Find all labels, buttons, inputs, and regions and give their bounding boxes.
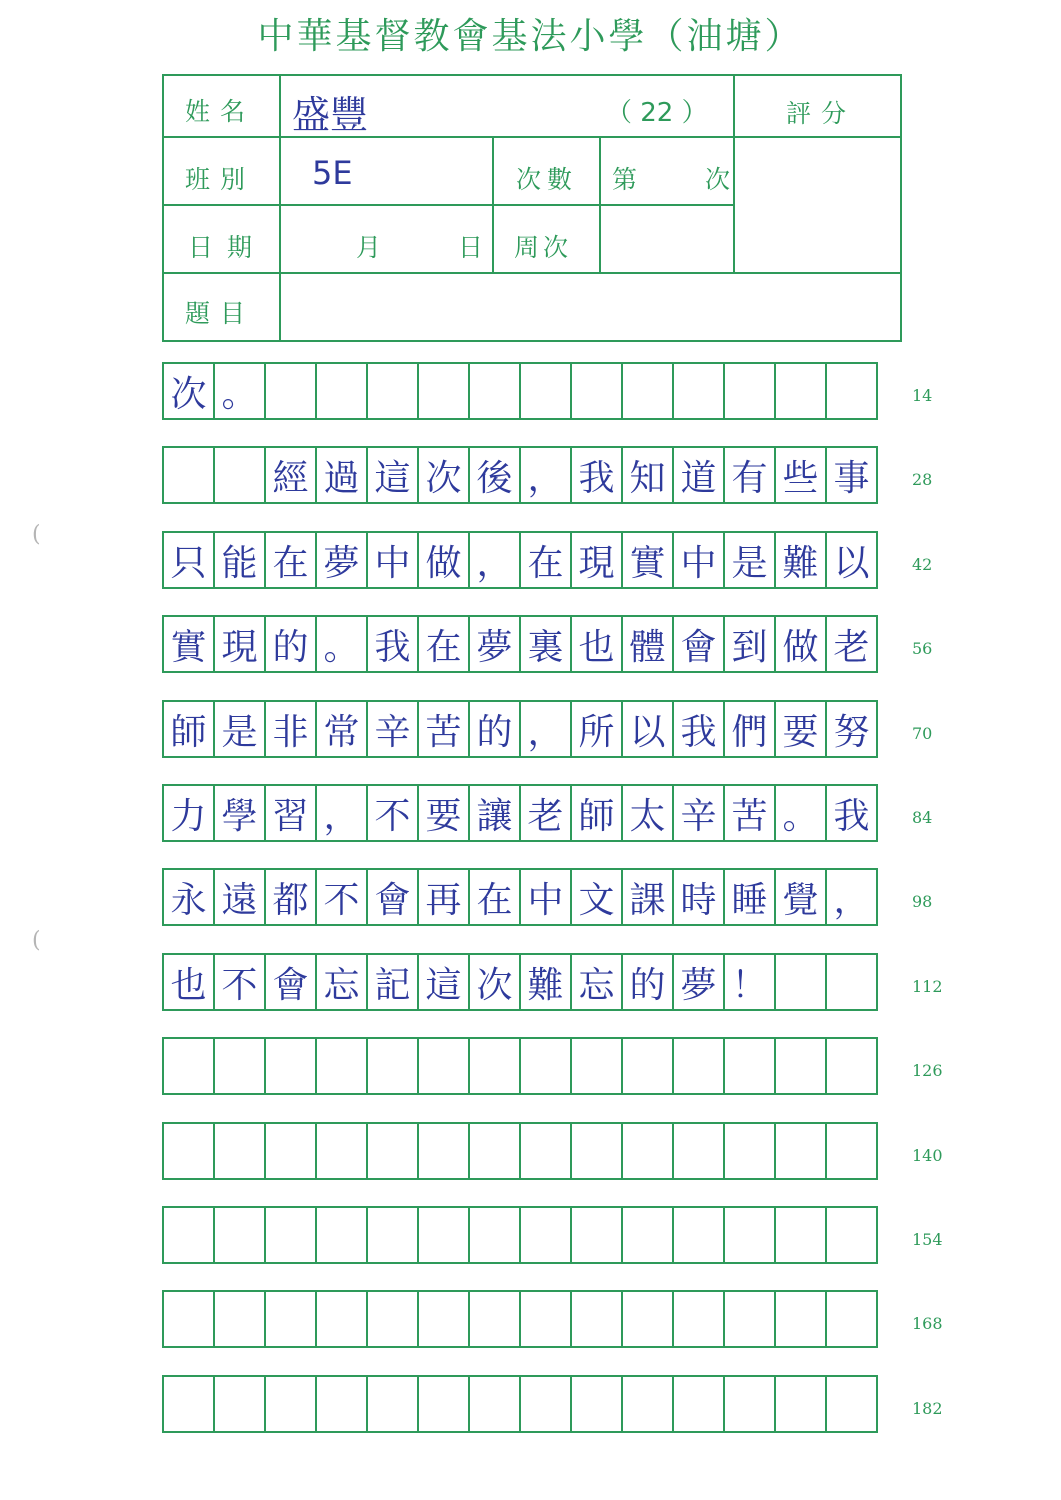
grid-row <box>162 953 878 1011</box>
grid-cell: 我 <box>570 446 623 504</box>
grid-cell: 些 <box>774 446 827 504</box>
class-value: 5E <box>312 154 353 192</box>
grid-row <box>162 868 878 926</box>
grid-cell <box>162 1290 215 1348</box>
grid-cell: 的 <box>621 953 674 1011</box>
grid-row <box>162 531 878 589</box>
grid-cell <box>468 1122 521 1180</box>
grid-row <box>162 362 878 420</box>
grid-cell: 是 <box>723 531 776 589</box>
grid-cell: 師 <box>570 784 623 842</box>
grid-cell: 次 <box>417 446 470 504</box>
grid-cell <box>672 1122 725 1180</box>
grid-cell: 裏 <box>519 615 572 673</box>
grid-cell <box>570 1206 623 1264</box>
grid-cell: 過 <box>315 446 368 504</box>
name-value: 盛豐 <box>292 93 369 137</box>
grid-cell <box>366 1290 419 1348</box>
grid-cell: 這 <box>417 953 470 1011</box>
grid-cell: 我 <box>825 784 878 842</box>
grid-cell <box>264 1375 317 1433</box>
grid-cell: 做 <box>774 615 827 673</box>
grid-cell <box>213 446 266 504</box>
grid-cell: 的 <box>468 700 521 758</box>
grid-cell <box>315 1122 368 1180</box>
grid-cell <box>723 1206 776 1264</box>
grid-cell: ， <box>315 784 368 842</box>
grid-cell: 經 <box>264 446 317 504</box>
grid-cell <box>570 1122 623 1180</box>
grid-cell <box>468 1290 521 1348</box>
grid-cell: 不 <box>315 868 368 926</box>
grid-row <box>162 1122 878 1180</box>
grid-cell: 。 <box>774 784 827 842</box>
grid-cell <box>723 1037 776 1095</box>
grid-cell <box>621 1375 674 1433</box>
grid-cell <box>774 1375 827 1433</box>
grid-cell: 只 <box>162 531 215 589</box>
grid-cell: ！ <box>723 953 776 1011</box>
grid-cell <box>519 1206 572 1264</box>
grid-cell: 辛 <box>672 784 725 842</box>
grid-cell <box>570 1375 623 1433</box>
row-char-count: 14 <box>912 386 933 405</box>
grid-cell <box>570 1037 623 1095</box>
grid-cell <box>774 1206 827 1264</box>
grid-cell: 也 <box>162 953 215 1011</box>
grid-cell <box>213 1375 266 1433</box>
grid-cell <box>417 1122 470 1180</box>
grid-cell <box>519 1037 572 1095</box>
row-char-count: 140 <box>912 1146 943 1165</box>
grid-cell: 中 <box>672 531 725 589</box>
grid-cell <box>825 1122 878 1180</box>
grid-cell: 道 <box>672 446 725 504</box>
grid-cell: 在 <box>519 531 572 589</box>
grid-cell: 能 <box>213 531 266 589</box>
grid-cell: 夢 <box>672 953 725 1011</box>
grid-cell: 太 <box>621 784 674 842</box>
grid-cell: 時 <box>672 868 725 926</box>
name-label: 姓名 <box>185 97 256 126</box>
grid-cell: 在 <box>264 531 317 589</box>
grid-cell <box>213 1122 266 1180</box>
grid-cell <box>774 953 827 1011</box>
row-char-count: 126 <box>912 1061 943 1080</box>
grid-cell <box>315 362 368 420</box>
grid-cell: ， <box>825 868 878 926</box>
grid-cell: 事 <box>825 446 878 504</box>
grid-cell: 也 <box>570 615 623 673</box>
grid-cell: 覺 <box>774 868 827 926</box>
grid-cell: 這 <box>366 446 419 504</box>
grid-cell <box>417 1037 470 1095</box>
grid-cell <box>519 1122 572 1180</box>
grid-cell <box>723 1375 776 1433</box>
grid-cell: 們 <box>723 700 776 758</box>
grid-cell: 老 <box>519 784 572 842</box>
grid-cell: 知 <box>621 446 674 504</box>
grid-cell <box>621 1290 674 1348</box>
grid-cell: ， <box>519 700 572 758</box>
grid-cell: 次 <box>162 362 215 420</box>
grid-cell: 老 <box>825 615 878 673</box>
grid-row <box>162 1375 878 1433</box>
grid-cell: 要 <box>417 784 470 842</box>
grid-cell <box>672 1206 725 1264</box>
grid-cell <box>366 1206 419 1264</box>
grid-cell: 文 <box>570 868 623 926</box>
grid-cell: 讓 <box>468 784 521 842</box>
grid-cell <box>162 1375 215 1433</box>
grid-cell: 以 <box>621 700 674 758</box>
grid-cell <box>774 1037 827 1095</box>
row-char-count: 154 <box>912 1230 943 1249</box>
grid-cell <box>315 1375 368 1433</box>
grid-cell: 會 <box>264 953 317 1011</box>
grid-cell: 的 <box>264 615 317 673</box>
grid-cell: 次 <box>468 953 521 1011</box>
class-label: 班別 <box>185 165 256 194</box>
grid-cell <box>672 1290 725 1348</box>
grid-cell <box>162 446 215 504</box>
grid-cell: 夢 <box>315 531 368 589</box>
grid-cell: 常 <box>315 700 368 758</box>
grid-cell <box>774 1122 827 1180</box>
grid-cell: 有 <box>723 446 776 504</box>
grid-cell: 中 <box>519 868 572 926</box>
month-label: 月 <box>356 233 392 262</box>
grid-cell: 難 <box>519 953 572 1011</box>
grid-cell <box>672 362 725 420</box>
row-char-count: 168 <box>912 1314 943 1333</box>
grid-cell <box>825 1206 878 1264</box>
grid-cell <box>417 1290 470 1348</box>
grid-cell <box>213 1206 266 1264</box>
grid-cell <box>315 1037 368 1095</box>
grid-row <box>162 1037 878 1095</box>
grid-cell: 後 <box>468 446 521 504</box>
grid-cell: 非 <box>264 700 317 758</box>
grid-cell: 記 <box>366 953 419 1011</box>
grid-cell <box>468 1206 521 1264</box>
grid-cell <box>774 1290 827 1348</box>
grid-cell <box>417 362 470 420</box>
grid-cell <box>264 1122 317 1180</box>
grid-cell: 會 <box>672 615 725 673</box>
grid-cell <box>672 1375 725 1433</box>
grid-cell: 不 <box>213 953 266 1011</box>
grid-cell: 苦 <box>417 700 470 758</box>
grid-cell: 忘 <box>570 953 623 1011</box>
row-char-count: 84 <box>912 808 933 827</box>
margin-mark: ( <box>32 928 41 953</box>
grid-cell <box>162 1122 215 1180</box>
grid-cell <box>162 1206 215 1264</box>
grid-cell: 實 <box>621 531 674 589</box>
day-label: 日 <box>458 233 494 262</box>
grid-cell <box>621 1037 674 1095</box>
grid-cell <box>264 1037 317 1095</box>
grid-cell: 要 <box>774 700 827 758</box>
grid-cell: 學 <box>213 784 266 842</box>
grid-cell: 在 <box>417 615 470 673</box>
grid-cell <box>621 1206 674 1264</box>
grid-cell: 辛 <box>366 700 419 758</box>
grid-cell <box>213 1037 266 1095</box>
grid-cell: 所 <box>570 700 623 758</box>
grid-cell: 到 <box>723 615 776 673</box>
row-char-count: 42 <box>912 555 933 574</box>
grid-cell <box>468 1375 521 1433</box>
grid-cell: 力 <box>162 784 215 842</box>
grid-cell <box>315 1206 368 1264</box>
grid-cell <box>825 1037 878 1095</box>
row-char-count: 182 <box>912 1399 943 1418</box>
grid-cell: 。 <box>213 362 266 420</box>
grid-cell: 師 <box>162 700 215 758</box>
grid-cell: 。 <box>315 615 368 673</box>
grid-cell <box>723 362 776 420</box>
grid-cell <box>621 362 674 420</box>
grid-cell <box>570 1290 623 1348</box>
grid-cell: 我 <box>672 700 725 758</box>
grid-cell <box>723 1290 776 1348</box>
grid-row <box>162 1290 878 1348</box>
grid-cell <box>264 1290 317 1348</box>
grid-cell: 是 <box>213 700 266 758</box>
grid-cell: 遠 <box>213 868 266 926</box>
grid-cell <box>570 362 623 420</box>
grid-cell: 再 <box>417 868 470 926</box>
grid-cell <box>672 1037 725 1095</box>
grid-cell <box>825 1375 878 1433</box>
grid-cell <box>366 362 419 420</box>
grid-cell <box>366 1037 419 1095</box>
school-title: 中華基督教會基法小學（油塘） <box>257 16 804 57</box>
row-char-count: 112 <box>912 977 943 996</box>
topic-label: 題目 <box>185 299 256 328</box>
grid-row <box>162 700 878 758</box>
grid-cell: 苦 <box>723 784 776 842</box>
grid-cell: 睡 <box>723 868 776 926</box>
grid-cell: 現 <box>213 615 266 673</box>
score-label: 評分 <box>786 99 857 128</box>
grid-cell: 習 <box>264 784 317 842</box>
grid-cell: 會 <box>366 868 419 926</box>
grid-cell <box>213 1290 266 1348</box>
grid-cell <box>162 1037 215 1095</box>
grid-cell: 課 <box>621 868 674 926</box>
grid-cell <box>417 1375 470 1433</box>
row-char-count: 56 <box>912 639 933 658</box>
grid-cell <box>519 1375 572 1433</box>
grid-cell: 以 <box>825 531 878 589</box>
grid-row <box>162 615 878 673</box>
grid-cell: 夢 <box>468 615 521 673</box>
date-label: 日期 <box>188 233 267 262</box>
grid-row <box>162 446 878 504</box>
grid-cell: 永 <box>162 868 215 926</box>
grid-cell: 體 <box>621 615 674 673</box>
row-char-count: 28 <box>912 470 933 489</box>
grid-cell: ， <box>519 446 572 504</box>
grid-row <box>162 1206 878 1264</box>
student-number: （ 22 ） <box>606 98 708 128</box>
grid-cell <box>366 1122 419 1180</box>
grid-cell <box>417 1206 470 1264</box>
grid-cell: 現 <box>570 531 623 589</box>
grid-cell <box>774 362 827 420</box>
row-char-count: 70 <box>912 724 933 743</box>
grid-cell: 忘 <box>315 953 368 1011</box>
times-value: 第 次 <box>612 165 737 194</box>
grid-cell <box>264 362 317 420</box>
grid-cell <box>264 1206 317 1264</box>
grid-cell: 都 <box>264 868 317 926</box>
grid-cell: 做 <box>417 531 470 589</box>
grid-cell: 不 <box>366 784 419 842</box>
grid-cell <box>621 1122 674 1180</box>
grid-cell: ， <box>468 531 521 589</box>
grid-cell <box>723 1122 776 1180</box>
grid-cell: 我 <box>366 615 419 673</box>
grid-cell: 難 <box>774 531 827 589</box>
margin-mark: ( <box>32 522 41 547</box>
grid-cell <box>825 953 878 1011</box>
grid-cell <box>468 362 521 420</box>
row-char-count: 98 <box>912 892 933 911</box>
grid-cell <box>519 1290 572 1348</box>
grid-cell: 努 <box>825 700 878 758</box>
grid-cell <box>315 1290 368 1348</box>
grid-cell <box>825 1290 878 1348</box>
grid-cell: 在 <box>468 868 521 926</box>
grid-cell <box>519 362 572 420</box>
grid-cell: 實 <box>162 615 215 673</box>
week-label: 周次 <box>514 233 573 262</box>
times-label: 次數 <box>516 165 579 194</box>
grid-cell <box>468 1037 521 1095</box>
grid-cell: 中 <box>366 531 419 589</box>
grid-cell <box>366 1375 419 1433</box>
grid-row <box>162 784 878 842</box>
grid-cell <box>825 362 878 420</box>
